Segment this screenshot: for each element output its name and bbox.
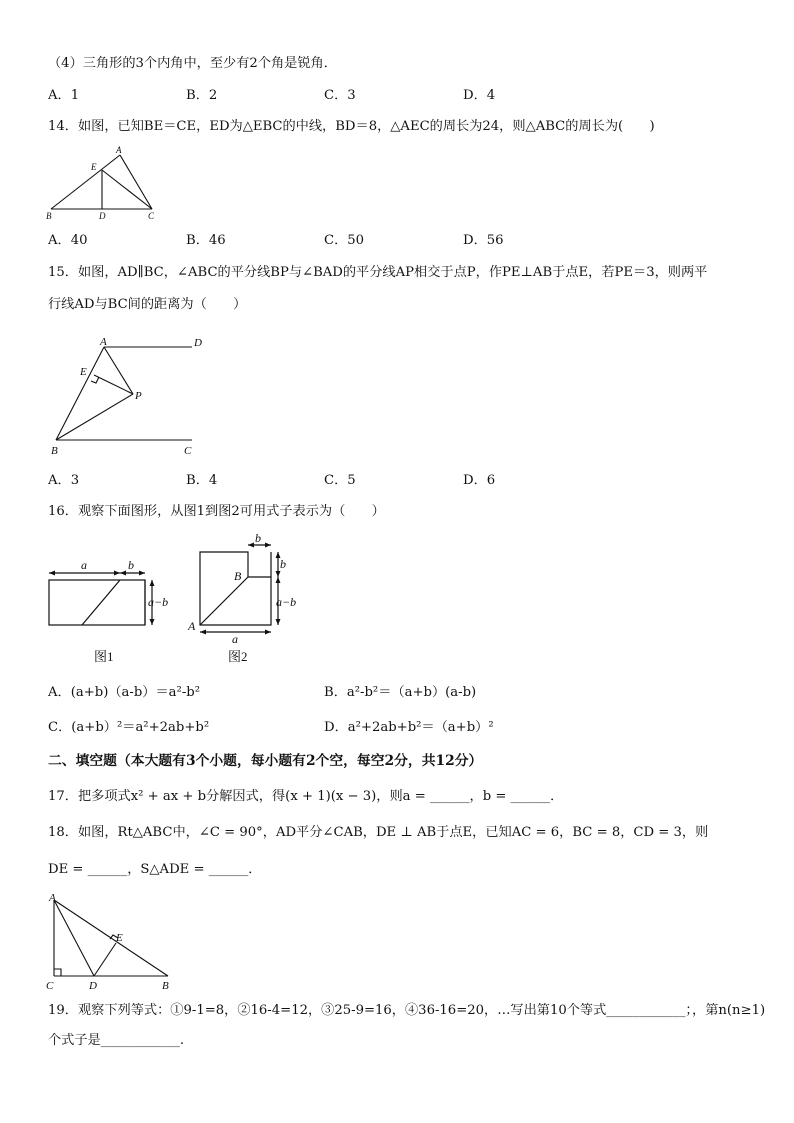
q16-option-c: C．(a+b）²＝a²+2ab+b² (48, 720, 210, 735)
q16-fig1-label-a: a (81, 558, 87, 572)
q16-stem: 16．观察下面图形，从图1到图2可用式子表示为（ ） (48, 504, 385, 519)
q15-label-p: P (135, 390, 142, 402)
q13-statement-4: （4）三角形的3个内角中，至少有2个角是锐角． (48, 56, 337, 71)
q16-fig2-label-point-a: A (188, 619, 196, 633)
q18-label-b: B (162, 980, 169, 992)
q14-label-c: C (148, 211, 155, 221)
q18-label-d: D (89, 980, 97, 992)
q15-stem-line1: 15．如图，AD∥BC，∠ABC的平分线BP与∠BAD的平分线AP相交于点P，作PE⊥AB于点E，若PE＝3，则两平 (48, 265, 708, 280)
q14-stem: 14．如图，已知BE＝CE，ED为△EBC的中线，BD＝8，△AEC的周长为24，则△ABC的周长为( ) (48, 119, 655, 134)
q16-fig1-label-b: b (128, 558, 134, 572)
q15-option-d: D．6 (463, 473, 496, 488)
q16-fig2-label-b-top: b (255, 531, 261, 545)
q15-option-a: A．3 (48, 473, 80, 488)
q18-stem-line2: DE = ______，S△ADE = ______． (48, 862, 262, 877)
q16-option-d: D．a²+2ab+b²＝（a+b）² (324, 720, 494, 735)
q14-option-a: A．40 (48, 233, 88, 248)
q16-fig2-label-side: a−b (276, 595, 297, 609)
q13-option-c: C．3 (324, 88, 356, 103)
q15-option-b: B．4 (186, 473, 218, 488)
q14-option-c: C．50 (324, 233, 365, 248)
q13-option-d: D．4 (463, 88, 496, 103)
q19-stem-line1: 19．观察下列等式：①9-1=8，②16-4=12，③25-9=16，④36-16=20，…写出第10个等式____________；，第n(n≥1) (48, 1003, 766, 1018)
q16-fig2-label-a: a (232, 632, 238, 646)
q14-label-d: D (99, 211, 106, 221)
q15-label-a: A (100, 336, 107, 348)
q15-option-c: C．5 (324, 473, 356, 488)
q15-figure (44, 330, 214, 460)
q15-label-e: E (80, 366, 87, 378)
q16-fig1-caption: 图1 (94, 649, 114, 664)
q16-fig2-label-point-b: B (234, 569, 242, 583)
q18-figure (44, 890, 184, 992)
q16-figure-2 (186, 530, 311, 670)
q18-stem-line1: 18．如图，Rt△ABC中，∠C = 90°，AD平分∠CAB，DE ⊥ AB于点E，已知AC = 6，BC = 8，CD = 3，则 (48, 825, 709, 840)
q18-label-c: C (46, 980, 54, 992)
q14-label-e: E (91, 162, 97, 172)
q14-option-b: B．46 (186, 233, 226, 248)
q15-label-c: C (184, 445, 192, 457)
q18-label-e: E (116, 932, 123, 944)
q14-label-a: A (116, 145, 122, 155)
q14-option-d: D．56 (463, 233, 504, 248)
q13-option-a: A．1 (48, 88, 80, 103)
q15-label-d: D (194, 337, 202, 349)
q16-fig2-caption: 图2 (228, 649, 248, 664)
q19-stem-line2: 个式子是____________. (48, 1033, 185, 1048)
q15-label-b: B (51, 445, 58, 457)
section-2-title: 二、填空题（本大题有3个小题，每小题有2个空，每空2分，共12分） (48, 753, 483, 769)
q16-figure-1 (44, 555, 169, 670)
q13-option-b: B．2 (186, 88, 218, 103)
q16-fig2-label-b-right: b (280, 557, 286, 571)
q18-label-a: A (49, 892, 56, 904)
q14-label-b: B (46, 211, 52, 221)
q17-stem: 17．把多项式x² + ax + b分解因式，得(x + 1)(x − 3)，则a = ______，b = ______． (48, 789, 564, 804)
q14-figure (44, 143, 164, 223)
q16-option-a: A．(a+b)（a-b）＝a²-b² (48, 685, 201, 700)
q16-fig1-label-side: a−b (148, 595, 169, 609)
q16-option-b: B．a²-b²＝（a+b）(a-b) (324, 685, 477, 700)
q15-stem-line2: 行线AD与BC间的距离为（ ） (48, 297, 247, 312)
